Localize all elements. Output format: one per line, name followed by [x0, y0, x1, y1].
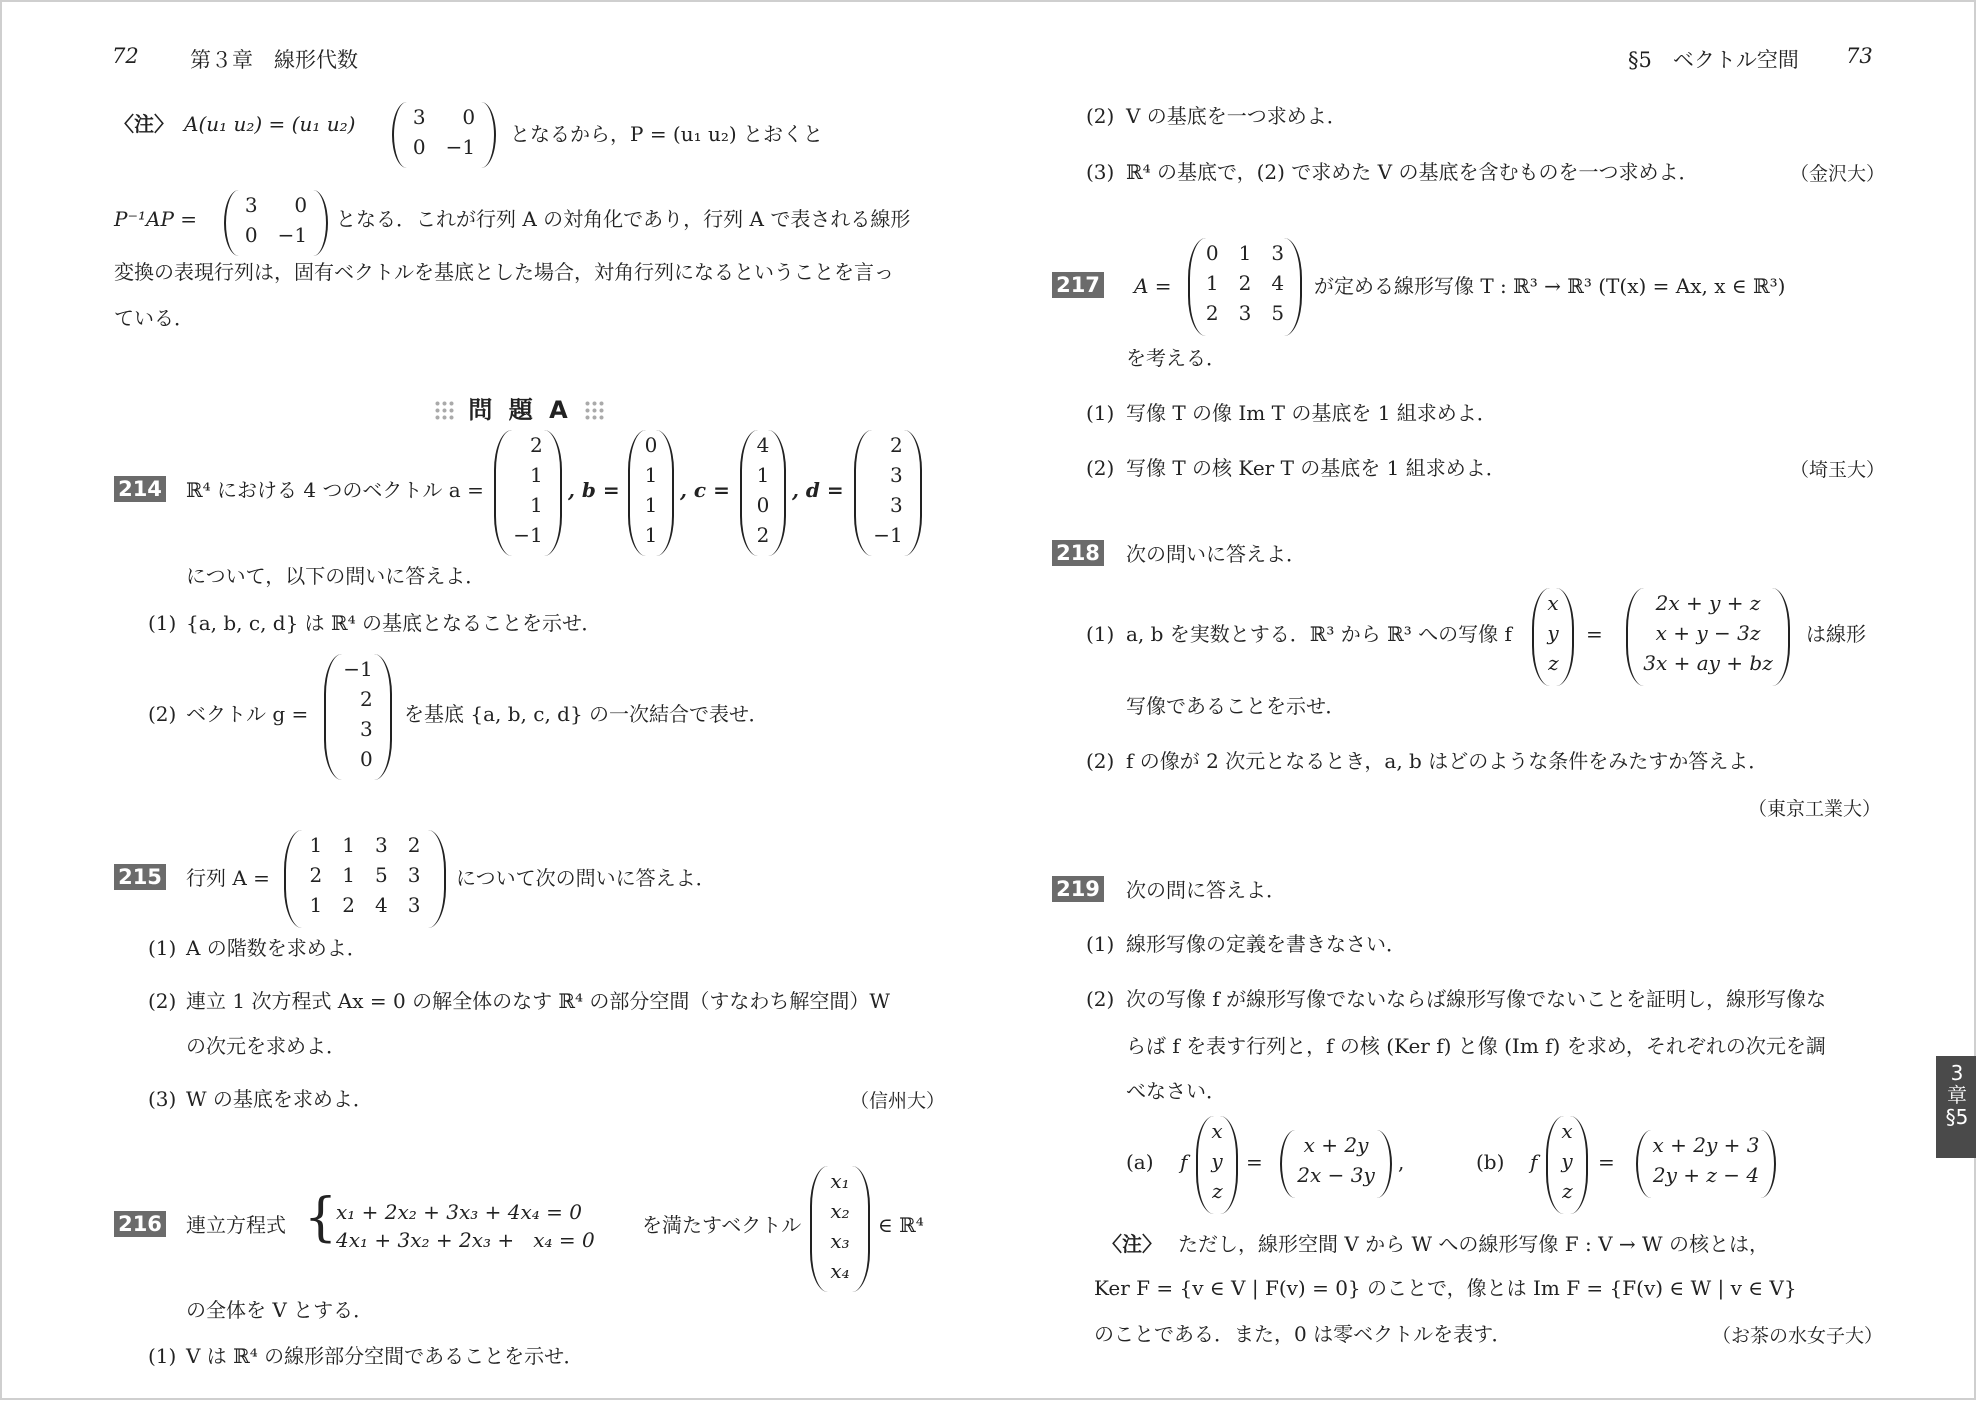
vector-entry: 0 [756, 493, 770, 517]
vector-entry: 1 [644, 523, 658, 547]
question-number: (2) [1086, 987, 1115, 1011]
note-label: 〈注〉 [1102, 1232, 1162, 1256]
section-header: §5 ベクトル空間 [1628, 48, 1799, 72]
separator-comma: , [1398, 1150, 1405, 1174]
vector-entry: 0 [644, 433, 658, 457]
vector-entry: x [1547, 591, 1559, 615]
p218-q1-b: は線形 [1806, 622, 1866, 646]
p215-q2-b: の次元を求めよ． [186, 1034, 346, 1058]
p217-text-b: が定める線形写像 T : ℝ³ → ℝ³ (T(x) = Ax, x ∈ ℝ³) [1314, 274, 1786, 298]
vector-xyz [1196, 1116, 1238, 1214]
matrix-cell: −1 [277, 223, 308, 247]
problem-number-badge: 216 [114, 1211, 166, 1237]
vector-entry: 2 [360, 687, 373, 711]
matrix-cell: 0 [244, 223, 258, 247]
vector-entry: 3 [890, 493, 903, 517]
vector-b-label: , b = [568, 478, 620, 502]
matrix-cell: 2 [309, 863, 323, 887]
p215-text-a: 行列 A = [186, 866, 270, 890]
vector-entry: x + 2y [1303, 1133, 1369, 1157]
problem-number-badge: 219 [1052, 876, 1104, 902]
p217-q1: 写像 T の像 Im T の基底を 1 組求めよ． [1126, 401, 1497, 425]
vector-b [628, 430, 674, 556]
p219-q2-b: らば f を表す行列と，f の核 (Ker f) と像 (Im f) を求め，それぞれの次元を調 [1126, 1034, 1826, 1058]
vector-entry: 2y + z − 4 [1652, 1163, 1760, 1187]
vector-entry: 1 [530, 463, 543, 487]
vector-g [324, 654, 392, 780]
vector-entry: y [1211, 1149, 1223, 1173]
matrix-cell: 2 [407, 833, 421, 857]
vector-entry: 2 [756, 523, 770, 547]
question-number: (3) [148, 1087, 177, 1111]
source-university: （お茶の水女子大） [1712, 1325, 1884, 1347]
question-number: (1) [148, 1344, 177, 1368]
vector-entry: 1 [644, 493, 658, 517]
subpart-b-label: (b) [1476, 1150, 1505, 1174]
note-line4: ている． [114, 306, 194, 330]
p216-cont: の全体を V とする． [186, 1298, 374, 1322]
p216-text-a: 連立方程式 [186, 1213, 286, 1237]
question-number: (2) [148, 989, 177, 1013]
matrix-cell: 0 [294, 193, 308, 217]
p219-q2-a: 次の写像 f が線形写像でないならば線形写像でないことを証明し，線形写像な [1126, 987, 1827, 1011]
p219-text: 次の問に答えよ． [1126, 878, 1286, 902]
equals-sign: = [1246, 1150, 1263, 1174]
vector-x [810, 1166, 870, 1292]
vector-entry: x [1211, 1119, 1223, 1143]
vector-a [494, 430, 562, 556]
problem-number-badge: 218 [1052, 540, 1104, 566]
vector-entry: x + y − 3z [1655, 621, 1761, 645]
p219-q2-c: べなさい． [1126, 1079, 1226, 1103]
matrix-cell: 1 [1238, 241, 1252, 265]
function-f: f [1530, 1150, 1538, 1174]
source-university: （埼玉大） [1790, 459, 1886, 481]
vector-entry: x₂ [830, 1199, 850, 1223]
problem-number-badge: 215 [114, 864, 166, 890]
note-line2-a: P⁻¹AP = [114, 207, 198, 231]
function-f: f [1180, 1150, 1188, 1174]
vector-entry: 4 [756, 433, 770, 457]
vector-entry: 3 [360, 717, 373, 741]
vector-entry: −1 [343, 657, 373, 681]
matrix-cell: 1 [309, 893, 323, 917]
page-number: 73 [1846, 44, 1873, 68]
matrix-cell: 2 [1205, 301, 1219, 325]
matrix-A-217 [1188, 238, 1302, 336]
note-matrix-2 [224, 190, 328, 256]
matrix-cell: 4 [375, 893, 388, 917]
question-number: (1) [1086, 622, 1115, 646]
equals-sign: = [1586, 622, 1603, 646]
question-number: (2) [1086, 104, 1115, 128]
p218-q1-a: a, b を実数とする．ℝ³ から ℝ³ への写像 f [1126, 622, 1512, 646]
equation-1: x₁ + 2x₂ + 3x₃ + 4x₄ = 0 [336, 1200, 582, 1224]
matrix-A-215 [284, 830, 446, 928]
vector-entry: x₃ [830, 1229, 850, 1253]
note-line2-b: となる．これが行列 A の対角化であり，行列 A で表される線形 [336, 207, 911, 231]
note-matrix-1 [392, 102, 496, 168]
equation-2: 4x₁ + 3x₂ + 2x₃ + x₄ = 0 [336, 1228, 595, 1252]
matrix-cell: 1 [1205, 271, 1219, 295]
left-brace: { [304, 1188, 338, 1248]
p215-q1: A の階数を求めよ． [186, 936, 367, 960]
vector-entry: 2 [530, 433, 543, 457]
question-number: (1) [1086, 932, 1115, 956]
vector-c [740, 430, 786, 556]
grid-ornament-icon [434, 400, 456, 422]
side-tab-chapter: 3 [1950, 1061, 1964, 1085]
matrix-cell: 3 [375, 833, 388, 857]
p214-cont: について，以下の問いに答えよ． [186, 564, 486, 588]
note-line3: 変換の表現行列は，固有ベクトルを基底とした場合，対角行列になるということを言っ [114, 260, 894, 284]
vector-entry: 3x + ay + bz [1643, 651, 1773, 675]
vector-entry: 2 [890, 433, 903, 457]
p219-q1: 線形写像の定義を書きなさい． [1126, 932, 1406, 956]
vector-xyz [1546, 1116, 1588, 1214]
matrix-cell: 0 [412, 135, 426, 159]
p214-q2-b: を基底 {a, b, c, d} の一次結合で表せ． [404, 702, 769, 726]
p217-cont: を考える． [1126, 346, 1226, 370]
vector-c-label: , c = [680, 478, 730, 502]
p216-text-c: ∈ ℝ⁴ [878, 1213, 924, 1237]
p217-text-a: A = [1134, 274, 1172, 298]
vector-entry: 1 [756, 463, 770, 487]
matrix-cell: 4 [1271, 271, 1285, 295]
p216-q3: ℝ⁴ の基底で，(2) で求めた V の基底を含むものを一つ求めよ． [1126, 160, 1699, 184]
vector-entry: y [1561, 1149, 1573, 1173]
vector-entry: 0 [360, 747, 373, 771]
matrix-cell: 1 [342, 863, 355, 887]
equals-sign: = [1598, 1150, 1615, 1174]
vector-entry: 1 [644, 463, 658, 487]
matrix-cell: 1 [342, 833, 355, 857]
p219-note2: Ker F = {v ∈ V | F(v) = 0} のことで，像とは Im F = {F(v) ∈ W | v ∈ V} [1094, 1276, 1797, 1300]
matrix-cell: 3 [1271, 241, 1285, 265]
problem-number-badge: 217 [1052, 272, 1104, 298]
question-number: (1) [148, 611, 177, 635]
p214-q1: {a, b, c, d} は ℝ⁴ の基底となることを示せ． [186, 611, 602, 635]
p219-note3: のことである．また，0 は零ベクトルを表す． [1094, 1322, 1512, 1346]
question-number: (1) [148, 936, 177, 960]
p214-q2-a: ベクトル g = [186, 702, 309, 726]
matrix-cell: 0 [1205, 241, 1219, 265]
image-vector-b [1636, 1130, 1776, 1198]
matrix-cell: 3 [244, 193, 258, 217]
p218-q1-c: 写像であることを示せ． [1126, 694, 1346, 718]
vector-d-label: , d = [792, 478, 844, 502]
note-label: 〈注〉 [114, 112, 174, 136]
vector-entry: 2x + y + z [1655, 591, 1761, 615]
matrix-cell: 2 [1238, 271, 1252, 295]
p216-q1: V は ℝ⁴ の線形部分空間であることを示せ． [186, 1344, 584, 1368]
matrix-cell: 5 [1271, 301, 1285, 325]
vector-entry: z [1562, 1179, 1573, 1203]
p218-q2: f の像が 2 次元となるとき，a, b はどのような条件をみたすか答えよ． [1126, 749, 1769, 773]
vector-entry: −1 [873, 523, 903, 547]
question-number: (1) [1086, 401, 1115, 425]
matrix-cell: 3 [412, 105, 426, 129]
matrix-cell: 2 [342, 893, 355, 917]
subpart-a-label: (a) [1126, 1150, 1154, 1174]
p217-q2: 写像 T の核 Ker T の基底を 1 組求めよ． [1126, 456, 1506, 480]
p218-text: 次の問いに答えよ． [1126, 542, 1306, 566]
matrix-cell: −1 [445, 135, 476, 159]
source-university: （金沢大） [1790, 163, 1886, 185]
section-title: 問 題 A [468, 396, 572, 424]
vector-entry: −1 [513, 523, 543, 547]
question-number: (2) [1086, 456, 1115, 480]
matrix-cell: 5 [375, 863, 388, 887]
vector-entry: x + 2y + 3 [1652, 1133, 1760, 1157]
matrix-cell: 3 [407, 893, 421, 917]
p214-text: ℝ⁴ における 4 つのベクトル a = [186, 478, 484, 502]
p219-note1: ただし，線形空間 V から W への線形写像 F : V → W の核とは， [1178, 1232, 1769, 1256]
image-vector-a [1280, 1130, 1392, 1198]
equation-system [336, 1198, 595, 1254]
vector-entry: 1 [530, 493, 543, 517]
side-tab-section: §5 [1945, 1105, 1969, 1129]
note-line1-a: A(u₁ u₂) = (u₁ u₂) [184, 112, 356, 136]
p216-q2: V の基底を一つ求めよ． [1126, 104, 1347, 128]
vector-d [854, 430, 922, 556]
right-page [990, 2, 1976, 1402]
problem-number-badge: 214 [114, 476, 166, 502]
page-number: 72 [112, 44, 139, 68]
matrix-cell: 3 [1238, 301, 1252, 325]
chapter-side-tab [1936, 1056, 1976, 1158]
vector-entry: x₄ [830, 1259, 850, 1283]
matrix-cell: 0 [462, 105, 476, 129]
question-number: (3) [1086, 160, 1115, 184]
vector-entry: x [1561, 1119, 1573, 1143]
side-tab-kanji: 章 [1947, 1083, 1967, 1107]
vector-entry: x₁ [830, 1169, 850, 1193]
p215-q3: W の基底を求めよ． [186, 1087, 373, 1111]
left-page [2, 2, 990, 1402]
section-heading [434, 390, 606, 425]
question-number: (2) [148, 702, 177, 726]
vector-entry: 2x − 3y [1297, 1163, 1375, 1187]
source-university: （信州大） [850, 1090, 946, 1112]
vector-xyz [1532, 588, 1574, 686]
question-number: (2) [1086, 749, 1115, 773]
p215-q2-a: 連立 1 次方程式 Ax = 0 の解全体のなす ℝ⁴ の部分空間（すなわち解空間）W [186, 989, 890, 1013]
matrix-cell: 3 [407, 863, 421, 887]
note-line1-b: となるから，P = (u₁ u₂) とおくと [510, 122, 824, 146]
matrix-cell: 1 [309, 833, 323, 857]
image-vector [1626, 588, 1790, 686]
vector-entry: z [1548, 651, 1559, 675]
grid-ornament-icon [584, 400, 606, 422]
vector-entry: 3 [890, 463, 903, 487]
vector-entry: y [1547, 621, 1559, 645]
vector-entry: z [1212, 1179, 1223, 1203]
p215-text-b: について次の問いに答えよ． [456, 866, 716, 890]
source-university: （東京工業大） [1748, 798, 1882, 820]
chapter-title: 第３章 線形代数 [190, 48, 358, 72]
p216-text-b: を満たすベクトル [642, 1213, 802, 1237]
